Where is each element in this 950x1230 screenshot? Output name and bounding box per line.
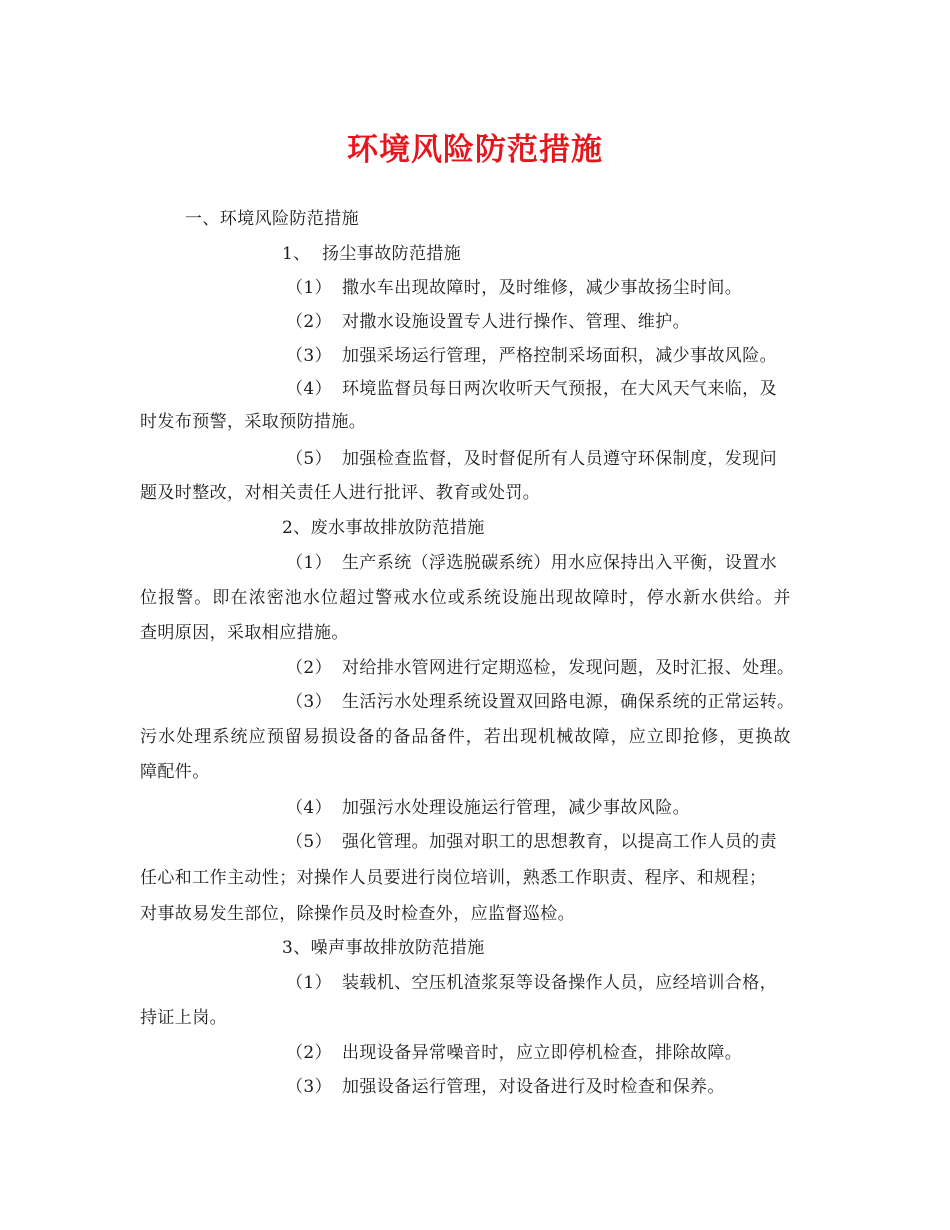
- item-text: 加强污水处理设施运行管理，减少事故风险。: [342, 798, 690, 818]
- item-text: 装载机、空压机渣浆泵等设备操作人员，应经培训合格，: [342, 973, 777, 993]
- heading-level-1: 一、环境风险防范措施: [185, 209, 359, 229]
- item-text: 加强设备运行管理，对设备进行及时检查和保养。: [342, 1077, 725, 1097]
- item-continuation: 查明原因，采取相应措施。: [140, 623, 349, 643]
- item-number: （1）: [286, 553, 333, 573]
- item-number: （1）: [286, 973, 333, 993]
- item-text: 强化管理。加强对职工的思想教育，以提高工作人员的责: [342, 832, 777, 852]
- item-continuation: 时发布预警，采取预防措施。: [140, 412, 367, 432]
- item-text: 出现设备异常噪音时，应立即停机检查，排除故障。: [342, 1043, 743, 1063]
- item-number: （2）: [286, 312, 333, 332]
- item-number: （5）: [286, 449, 333, 469]
- item-number: （2）: [286, 658, 333, 678]
- list-item: [286, 447, 777, 471]
- list-item: [286, 551, 777, 575]
- item-number: （2）: [286, 1043, 333, 1063]
- item-number: （4）: [286, 798, 333, 818]
- item-continuation: 任心和工作主动性；对操作人员要进行岗位培训，熟悉工作职责、程序、和规程；: [140, 868, 767, 888]
- list-item: [286, 344, 777, 368]
- list-item: [286, 377, 777, 401]
- item-number: （1）: [286, 278, 333, 298]
- item-number: （3）: [286, 692, 333, 712]
- item-text: 撒水车出现故障时，及时维修，减少事故扬尘时间。: [342, 278, 743, 298]
- section-2-heading: 2、废水事故排放防范措施: [282, 518, 485, 538]
- item-continuation: 污水处理系统应预留易损设备的备品备件，若出现机械故障，应立即抢修，更换故: [140, 727, 792, 747]
- item-continuation: 持证上岗。: [140, 1008, 227, 1028]
- item-continuation: 障配件。: [140, 762, 210, 782]
- item-text: 加强采场运行管理，严格控制采场面积，减少事故风险。: [342, 346, 777, 366]
- list-item: [286, 1075, 725, 1099]
- item-number: （5）: [286, 832, 333, 852]
- list-item: [286, 830, 777, 854]
- item-continuation: 位报警。即在浓密池水位超过警戒水位或系统设施出现故障时，停水新水供给。并: [140, 588, 792, 608]
- section-1-title: 扬尘事故防范措施: [322, 244, 462, 264]
- section-3-heading: 3、噪声事故排放防范措施: [282, 938, 485, 958]
- item-text: 对撒水设施设置专人进行操作、管理、维护。: [342, 312, 690, 332]
- list-item: [286, 310, 690, 334]
- item-number: （3）: [286, 1077, 333, 1097]
- item-text: 生活污水处理系统设置双回路电源，确保系统的正常运转。: [342, 692, 795, 712]
- item-number: （3）: [286, 346, 333, 366]
- list-item: [286, 796, 690, 820]
- list-item: [286, 1041, 742, 1065]
- document-title: 环境风险防范措施: [347, 132, 603, 168]
- item-text: 对给排水管网进行定期巡检，发现问题，及时汇报、处理。: [342, 658, 795, 678]
- item-text: 环境监督员每日两次收听天气预报，在大风天气来临，及: [342, 379, 777, 399]
- item-text: 生产系统（浮选脱碳系统）用水应保持出入平衡，设置水: [342, 553, 777, 573]
- section-1-number: 1、: [282, 244, 311, 264]
- section-1-heading: [282, 242, 461, 266]
- item-number: （4）: [286, 379, 333, 399]
- item-continuation: 对事故易发生部位，除操作员及时检查外，应监督巡检。: [140, 904, 575, 924]
- list-item: [286, 656, 794, 680]
- list-item: [286, 971, 777, 995]
- item-text: 加强检查监督，及时督促所有人员遵守环保制度，发现问: [342, 449, 777, 469]
- list-item: [286, 276, 742, 300]
- list-item: [286, 690, 794, 714]
- item-continuation: 题及时整改，对相关责任人进行批评、教育或处罚。: [140, 483, 541, 503]
